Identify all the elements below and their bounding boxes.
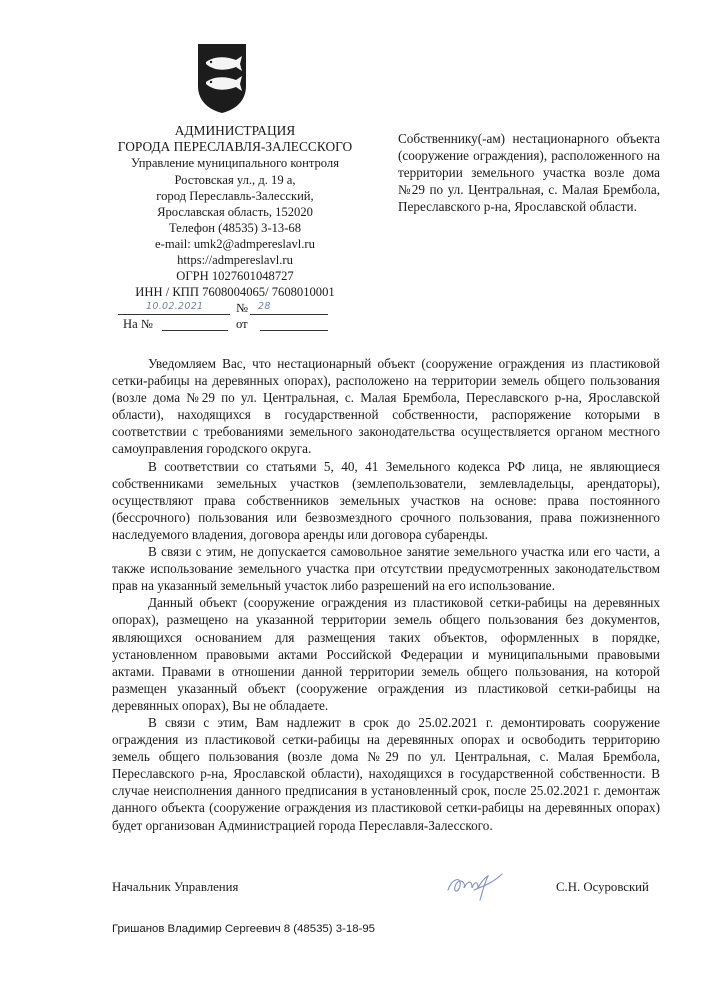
address-line-1: Ростовская ул., д. 19 а, xyxy=(174,173,296,187)
date-underline xyxy=(118,314,230,315)
number-label: № xyxy=(236,301,249,315)
body-paragraph: Уведомляем Вас, что нестационарный объект (сооружение ограждения из пластиковой сетки-рабицы на деревянных опорах), расположено на территории земель общего пользования (возле дома №29 по ул. Центральная, с. Малая Брембола, Переславского р-на, Ярославской области), находящихся в государственной собственности, распоряжение которыми в соответствии с требованиями земельного законодательства осуществляется органом местного самоуправления городского округа. xyxy=(112,356,660,457)
department-name: Управление муниципального контроля xyxy=(130,156,339,170)
executor-contact: Гришанов Владимир Сергеевич 8 (48535) 3-18-95 xyxy=(112,923,375,935)
email: e-mail: umk2@admpereslavl.ru xyxy=(155,237,315,251)
body-paragraph: В соответствии со статьями 5, 40, 41 Земельного кодекса РФ лица, не являющиеся собственниками земельных участков (землепользователи, землевладельцы, арендаторы), осуществляют права собственников земельных участков на основе: права постоянного (бессрочного) пользования или безвозмездного срочного пользования, права пожизненного наследуемого владения, договора аренды или договора субаренды. xyxy=(112,458,660,542)
handwritten-number: 28 xyxy=(258,301,271,312)
body-paragraph: В связи с этим, Вам надлежит в срок до 25.02.2021 г. демонтировать сооружение ограждения из пластиковой сетки-рабицы на деревянных опорах и освободить территорию земель общего пользования (возле дома №29 по ул. Центральная, с. Малая Брембола, Переславского р-на, Ярославской области), находящихся в государственной собственности. В случае неисполнения данного предписания в установленный срок, после 25.02.2021 г. демонтаж данного объекта (сооружение ограждения из пластиковой сетки-рабицы на деревянных опорах) будет организован Администрацией города Переславля-Залесского. xyxy=(112,714,660,833)
reply-number-underline xyxy=(162,330,228,331)
body-paragraph: Данный объект (сооружение ограждения из пластиковой сетки-рабицы на деревянных опорах), размещено на указанной территории земель общего пользования без документов, являющихся основанием для размещения таких объектов, оформленных в порядке, установленном правовыми актами Российской Федерации и муниципальными правовыми актами. Правами в отношении данной территории земель общего пользования, на которой размещен указанный объект (сооружение ограждения из пластиковой сетки-рабицы на деревянных опорах), Вы не обладаете. xyxy=(112,595,660,713)
coat-of-arms-icon xyxy=(196,42,248,114)
inn-kpp: ИНН / КПП 7608004065/ 7608010001 xyxy=(135,285,335,299)
reply-to-label: На № xyxy=(123,317,153,331)
address-line-2: город Переславль-Залесский, xyxy=(156,189,314,203)
phone: Телефон (48535) 3-13-68 xyxy=(168,221,302,235)
website: https://admpereslavl.ru xyxy=(177,253,293,267)
reply-date-underline xyxy=(260,330,328,331)
body-paragraph: В связи с этим, не допускается самовольное занятие земельного участка или его части, а также использование земельного участка при отсутствии предусмотренных законодательством прав на указанный земельный участок либо разрешений на его использование. xyxy=(112,544,660,594)
number-underline xyxy=(250,314,328,315)
letter-body xyxy=(112,355,660,834)
org-title-line2: ГОРОДА ПЕРЕСЛАВЛЯ-ЗАЛЕССКОГО xyxy=(117,139,353,154)
signatory-name: С.Н. Осуровский xyxy=(556,880,649,894)
signatory-position: Начальник Управления xyxy=(112,880,239,894)
address-line-3: Ярославская область, 152020 xyxy=(157,205,313,219)
handwritten-signature xyxy=(444,868,506,902)
reply-date-label: от xyxy=(236,317,248,331)
ogrn: ОГРН 1027601048727 xyxy=(176,269,294,283)
org-title-line1: АДМИНИСТРАЦИЯ xyxy=(174,123,296,138)
handwritten-date: 10.02.2021 xyxy=(146,301,204,312)
addressee: Собственнику(-ам) нестационарного объекта (сооружение ограждения), расположенного на территории земельного участка возле дома №29 по ул. Центральная, с. Малая Брембола, Переславского р-на, Ярославской области. xyxy=(398,131,660,214)
